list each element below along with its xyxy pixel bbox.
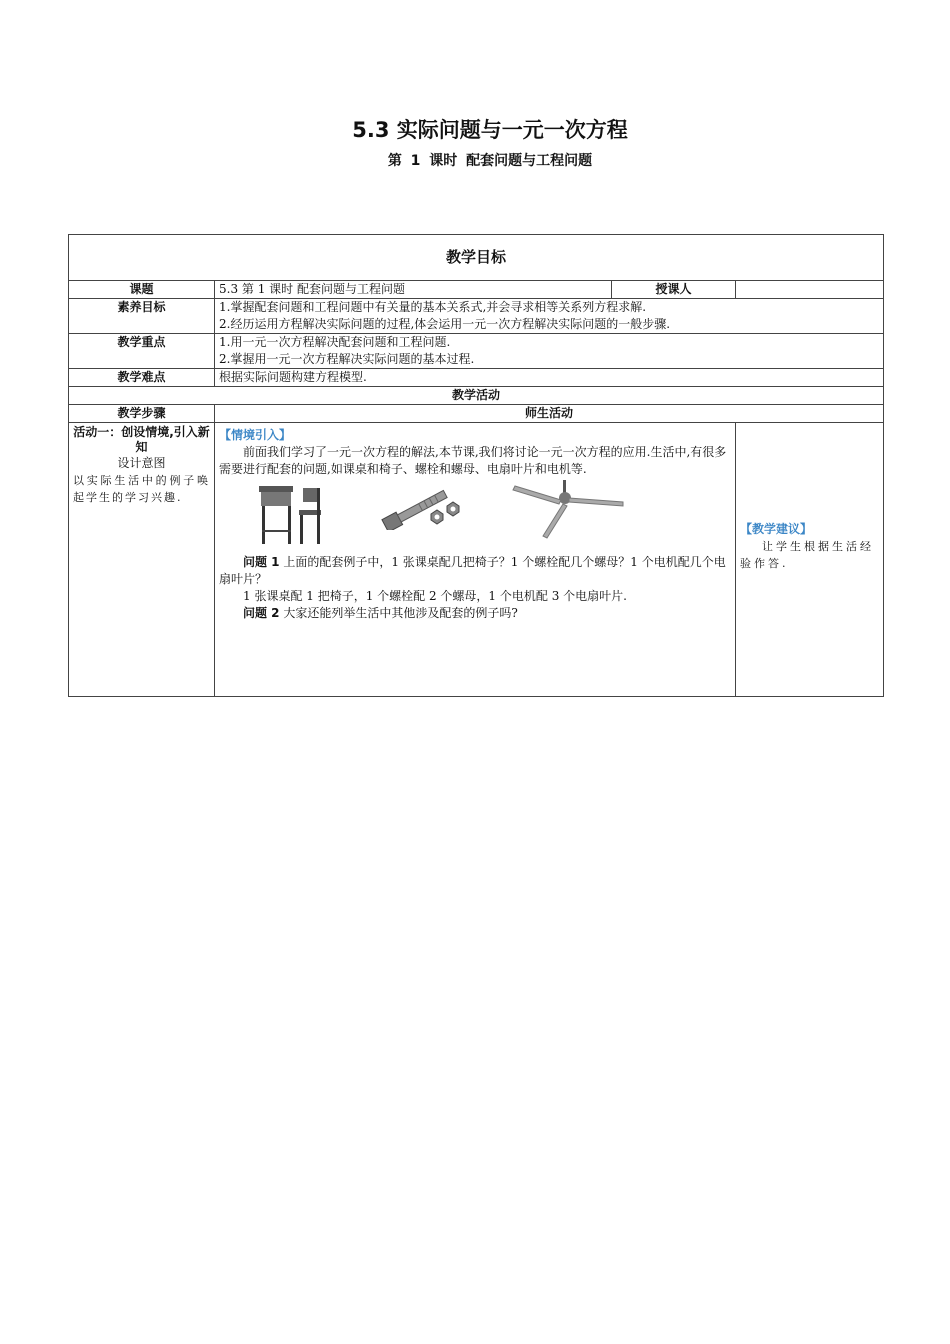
- topic-row: [69, 281, 884, 299]
- difficulty-value: 根据实际问题构建方程模型.: [215, 369, 884, 387]
- pairing-examples-figures: [219, 480, 731, 548]
- lesson-plan-table: [68, 234, 884, 697]
- key-point-item: 1.用一元一次方程解决配套问题和工程问题.: [219, 335, 451, 349]
- question2: [219, 605, 731, 622]
- ceiling-fan-illustration: [509, 480, 629, 540]
- literacy-goal-item: 2.经历运用方程解决实际问题的过程,体会运用一元一次方程解决实际问题的一般步骤.: [219, 317, 671, 331]
- teaching-suggestion-text: 让学生根据生活经验作答.: [740, 540, 874, 570]
- topic-label: 课题: [69, 281, 215, 299]
- literacy-goals: [215, 299, 884, 334]
- context-intro-text: 前面我们学习了一元一次方程的解法,本节课,我们将讨论一元一次方程的应用.生活中,有很多需要进行配套的问题,如课桌和椅子、螺栓和螺母、电扇叶片和电机等.: [219, 445, 727, 476]
- activity1-suggestion-cell: [736, 423, 884, 697]
- answer1-text: 1 张课桌配 1 把椅子，1 个螺栓配 2 个螺母，1 个电机配 3 个电扇叶片.: [243, 589, 627, 603]
- question1-text: 上面的配套例子中，1 张课桌配几把椅子？1 个螺栓配几个螺母？1 个电机配几个电扇叶片？: [219, 555, 726, 586]
- activity1-step-title: 活动一：创设情境,引入新知: [73, 425, 210, 454]
- question2-label: 问题 2: [243, 606, 280, 620]
- activity-column-header: 师生活动: [215, 405, 884, 423]
- design-intent-text: 以实际生活中的例子唤起学生的学习兴趣.: [73, 474, 210, 504]
- difficulty-label: 教学难点: [69, 369, 215, 387]
- activity-header-row: [69, 387, 884, 405]
- activity1-row: [69, 423, 884, 697]
- goals-header-row: [69, 235, 884, 281]
- design-intent-label: 设计意图: [117, 456, 166, 470]
- teacher-value: [736, 281, 884, 299]
- activity1-step-cell: [69, 423, 215, 697]
- question1: [219, 554, 731, 588]
- context-intro-tag: 【情境引入】: [219, 428, 292, 442]
- literacy-label: 素养目标: [69, 299, 215, 334]
- goals-section-heading: 教学目标: [69, 235, 884, 281]
- difficulty-row: [69, 369, 884, 387]
- desk-chair-illustration: [255, 480, 325, 546]
- page-subtitle: 第 1 课时 配套问题与工程问题: [387, 153, 593, 169]
- activity-section-heading: 教学活动: [69, 387, 884, 405]
- topic-value: 5.3 第 1 课时 配套问题与工程问题: [215, 281, 612, 299]
- activity1-content-cell: [215, 423, 736, 697]
- activity-columns-row: [69, 405, 884, 423]
- teacher-label: 授课人: [612, 281, 736, 299]
- page-title: 5.3 实际问题与一元一次方程: [352, 118, 628, 142]
- literacy-row: [69, 299, 884, 334]
- steps-column-header: 教学步骤: [69, 405, 215, 423]
- key-point-item: 2.掌握用一元一次方程解决实际问题的基本过程.: [219, 352, 475, 366]
- teaching-suggestion-tag: 【教学建议】: [740, 522, 813, 536]
- key-points: [215, 334, 884, 369]
- bolt-nuts-illustration: [373, 480, 469, 530]
- key-points-row: [69, 334, 884, 369]
- question1-label: 问题 1: [243, 555, 280, 569]
- literacy-goal-item: 1.掌握配套问题和工程问题中有关量的基本关系式,并会寻求相等关系列方程求解.: [219, 300, 647, 314]
- key-points-label: 教学重点: [69, 334, 215, 369]
- question2-text: 大家还能列举生活中其他涉及配套的例子吗?: [279, 606, 518, 620]
